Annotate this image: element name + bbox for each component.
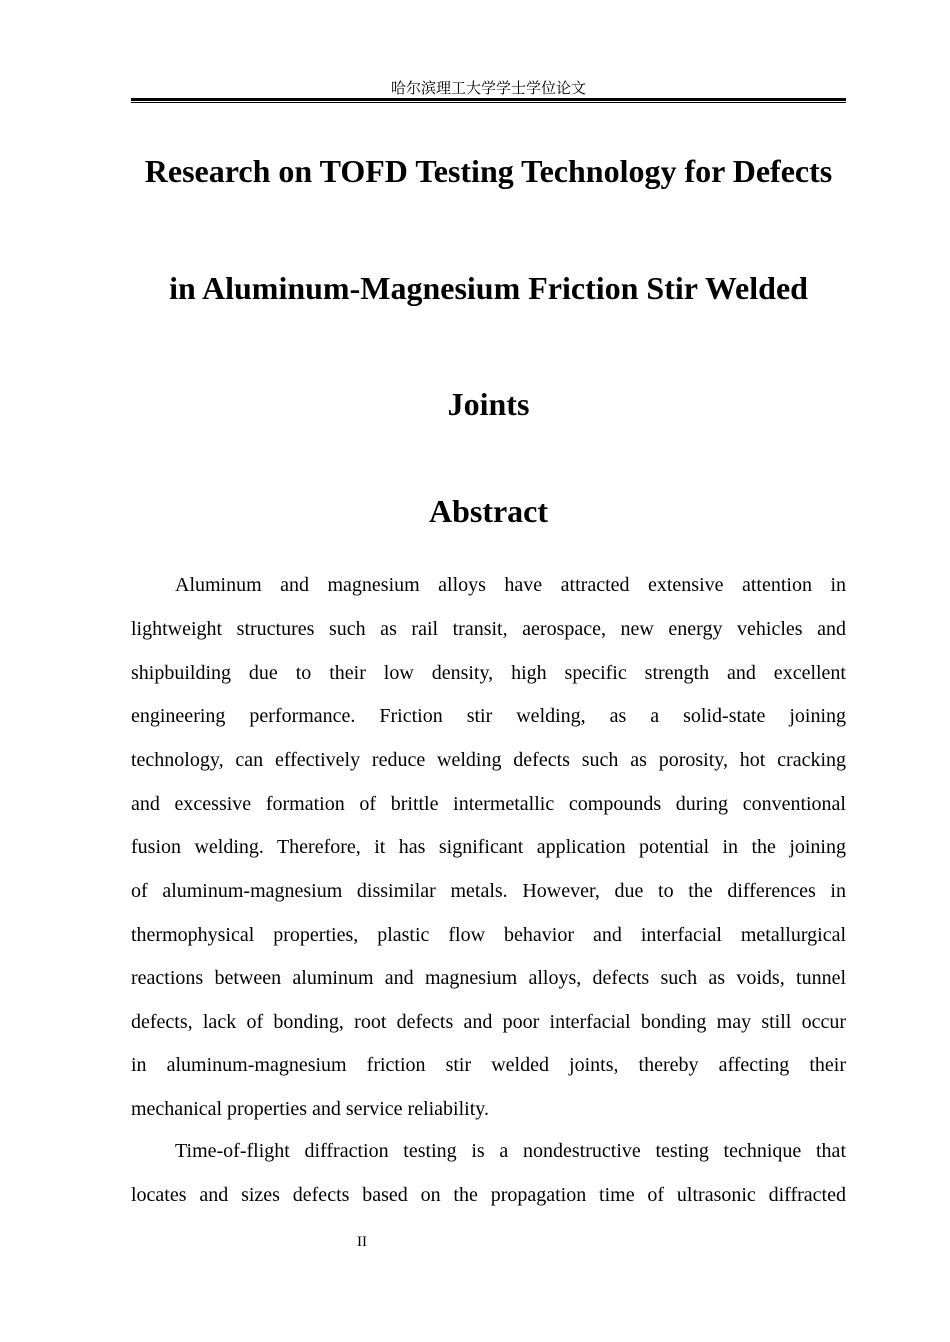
- paragraph-line: fusion welding. Therefore, it has significant application potential in the joining: [131, 836, 846, 858]
- paragraph-line: defects, lack of bonding, root defects and poor interfacial bonding may still occur: [131, 1011, 846, 1033]
- paragraph-line: thermophysical properties, plastic flow behavior and interfacial metallurgical: [131, 924, 846, 946]
- paragraph-line: lightweight structures such as rail transit, aerospace, new energy vehicles and: [131, 618, 846, 640]
- paragraph-line: technology, can effectively reduce welding defects such as porosity, hot cracking: [131, 749, 846, 771]
- paragraph-line: shipbuilding due to their low density, high specific strength and excellent: [131, 662, 846, 684]
- title-line-1: Research on TOFD Testing Technology for Defects: [144, 153, 833, 189]
- header-rule-thin: [131, 102, 846, 103]
- paragraph-line: Aluminum and magnesium alloys have attracted extensive attention in: [175, 574, 846, 596]
- paragraph-line: Time-of-flight diffraction testing is a nondestructive testing technique that: [175, 1140, 846, 1162]
- paragraph-line: locates and sizes defects based on the propagation time of ultrasonic diffracted: [131, 1184, 846, 1206]
- title-line-3: Joints: [447, 386, 530, 422]
- paragraph-line: of aluminum-magnesium dissimilar metals. However, due to the differences in: [131, 880, 846, 902]
- header-text: 哈尔滨理工大学学士学位论文: [390, 79, 586, 97]
- title-line-2: in Aluminum-Magnesium Friction Stir Welded: [169, 270, 808, 306]
- page-number: II: [357, 1234, 367, 1250]
- paragraph-line: and excessive formation of brittle intermetallic compounds during conventional: [131, 793, 846, 815]
- paragraph-line: in aluminum-magnesium friction stir welded joints, thereby affecting their: [131, 1054, 846, 1076]
- abstract-heading: Abstract: [428, 493, 549, 529]
- header-rule-thick: [131, 98, 846, 101]
- paragraph-line: reactions between aluminum and magnesium alloys, defects such as voids, tunnel: [131, 967, 846, 989]
- paragraph-line: engineering performance. Friction stir welding, as a solid-state joining: [131, 705, 846, 727]
- paragraph-line: mechanical properties and service reliability.: [131, 1098, 489, 1120]
